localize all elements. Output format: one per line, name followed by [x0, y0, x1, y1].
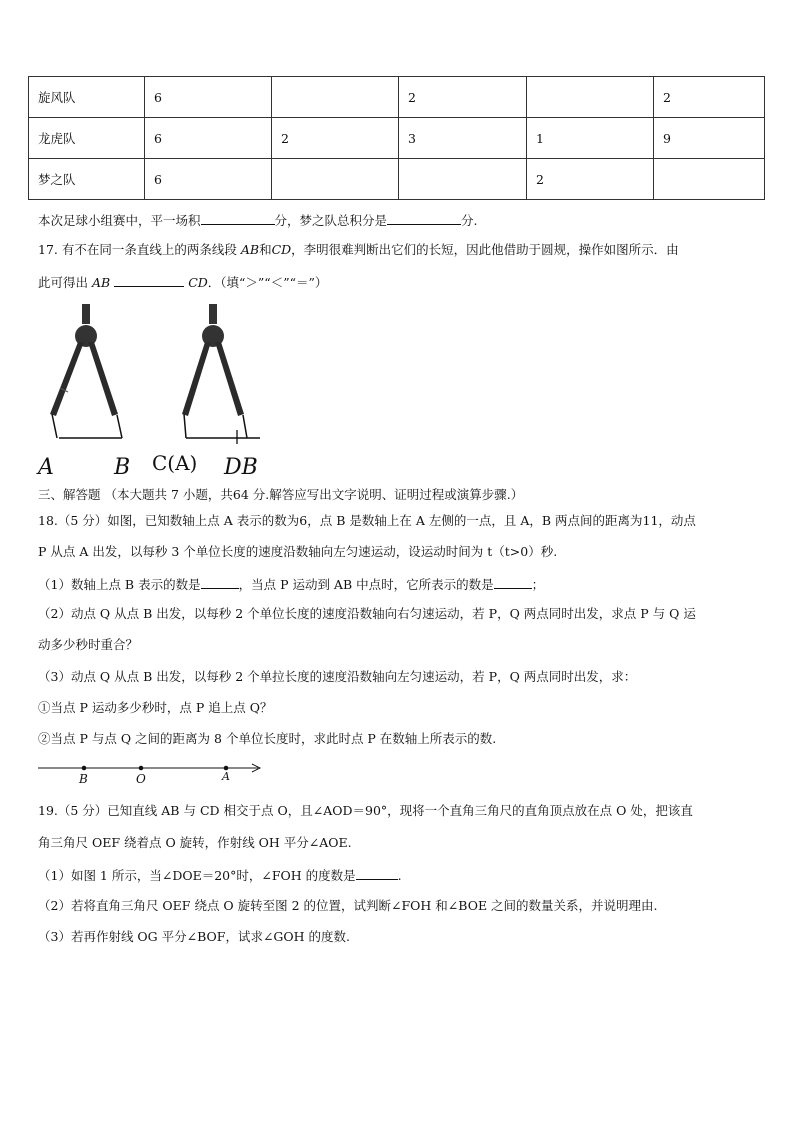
- point-o-dot: [139, 766, 144, 771]
- table-cell: [527, 77, 654, 118]
- q19-part1-text: （1）如图 1 所示，当∠DOE＝20°时，∠FOH 的度数是: [38, 868, 356, 883]
- q18-part1-text: （1）数轴上点 B 表示的数是: [38, 577, 201, 592]
- segment-ab-label: AB: [240, 242, 260, 257]
- q18-sub2: ②当点 P 与点 Q 之间的距离为 8 个单位长度时，求此时点 P 在数轴上所表示的数.: [38, 731, 497, 746]
- q18-line2: P 从点 A 出发，以每秒 3 个单位长度的速度沿数轴向左匀速运动，设运动时间为 t（t>0）秒.: [38, 544, 558, 559]
- table-cell: 2: [527, 159, 654, 200]
- table-cell: 旋风队: [29, 77, 145, 118]
- answer-blank[interactable]: [201, 575, 239, 589]
- q19-part1: [38, 866, 402, 884]
- q17-text-b: ，李明很难判断出它们的长短，因此他借助于圆规，操作如图所示．由: [291, 242, 679, 257]
- table-cell: 3: [399, 118, 527, 159]
- answer-blank[interactable]: [114, 273, 184, 287]
- compass-2: [182, 304, 260, 444]
- axis-label-a: A: [222, 770, 230, 783]
- q19-part3: （3）若再作射线 OG 平分∠BOF，试求∠GOH 的度数.: [38, 929, 351, 944]
- compass-figure: [30, 298, 290, 480]
- compass-1: [50, 304, 122, 438]
- q17-text: 17. 有不在同一条直线上的两条线段: [38, 242, 237, 257]
- q19-line1: 19.（5 分）已知直线 AB 与 CD 相交于点 O，且∠AOD＝90°，现将一个直角三角尺的直角顶点放在点 O 处，把该直: [38, 803, 693, 818]
- table-cell: [272, 159, 399, 200]
- table-cell: 6: [145, 159, 272, 200]
- q16-text-b: 分，梦之队总积分是: [274, 213, 388, 228]
- table-cell: 1: [527, 118, 654, 159]
- table-cell: 2: [654, 77, 765, 118]
- table-cell: 龙虎队: [29, 118, 145, 159]
- point-b-dot: [82, 766, 87, 771]
- q16-text-c: 分.: [461, 213, 478, 228]
- segment-cd-label: CD: [271, 242, 292, 257]
- table-cell: [654, 159, 765, 200]
- q19-line2: 角三角尺 OEF 绕着点 O 旋转，作射线 OH 平分∠AOE.: [38, 835, 352, 850]
- q18-sub1: ①当点 P 运动多少秒时，点 P 追上点 Q？: [38, 700, 273, 715]
- q19-part1-text-b: .: [397, 868, 402, 883]
- point-a-label: A: [38, 455, 54, 480]
- table-cell: 梦之队: [29, 159, 145, 200]
- table-cell: [399, 159, 527, 200]
- q19-part2: （2）若将直角三角尺 OEF 绕点 O 旋转至图 2 的位置，试判断∠FOH 和∠BOE 之间的数量关系，并说明理由.: [38, 898, 658, 913]
- score-table: [28, 76, 765, 200]
- q17-text-c: 此可得出: [38, 275, 89, 290]
- table-cell: 9: [654, 118, 765, 159]
- table-row: [29, 77, 765, 118]
- answer-blank[interactable]: [356, 866, 398, 880]
- axis-label-b: B: [79, 772, 88, 786]
- q16-text-a: 本次足球小组赛中，平一场积: [38, 213, 201, 228]
- answer-blank[interactable]: [494, 575, 532, 589]
- q16-fill-line: [38, 211, 478, 229]
- table-row: [29, 118, 765, 159]
- q18-part1-text-b: ，当点 P 运动到 AB 中点时，它所表示的数是: [238, 577, 494, 592]
- q18-part1-text-c: ；: [531, 577, 545, 592]
- point-b-label: B: [114, 455, 131, 480]
- table-row: [29, 159, 765, 200]
- q18-part3: （3）动点 Q 从点 B 出发，以每秒 2 个单拉长度的速度沿数轴向左匀速运动，若 P，Q 两点同时出发，求：: [38, 669, 637, 684]
- section-heading: 三、解答题 （本大题共 7 小题，共64 分.解答应写出文字说明、证明过程或演算步骤.）: [38, 487, 524, 502]
- q17-and: 和: [259, 242, 272, 257]
- axis-label-o: O: [136, 772, 146, 786]
- number-line: [36, 760, 266, 786]
- table-cell: 2: [399, 77, 527, 118]
- answer-blank[interactable]: [201, 211, 275, 225]
- q18-part1: [38, 575, 544, 593]
- q18-part2-line2: 动多少秒时重合？: [38, 637, 139, 652]
- q17-line1: [38, 242, 679, 258]
- answer-blank[interactable]: [387, 211, 461, 225]
- q18-part2-line1: （2）动点 Q 从点 B 出发，以每秒 2 个单位长度的速度沿数轴向右匀速运动，若 P，Q 两点同时出发，求点 P 与 Q 运: [38, 606, 696, 621]
- point-ca-label: C(A): [152, 451, 198, 475]
- q17-text-d: ．（填“＞”“＜”“＝”）: [207, 275, 328, 290]
- q18-line1: 18.（5 分）如图，已知数轴上点 A 表示的数为6，点 B 是数轴上在 A 左侧的一点，且 A，B 两点间的距离为11，动点: [38, 513, 696, 528]
- segment-cd-label: CD: [188, 275, 208, 290]
- segment-ab-label: AB: [92, 275, 111, 290]
- table-cell: 2: [272, 118, 399, 159]
- q17-line2: [38, 273, 327, 291]
- table-cell: 6: [145, 77, 272, 118]
- point-db-label: DB: [224, 455, 258, 480]
- table-cell: 6: [145, 118, 272, 159]
- table-cell: [272, 77, 399, 118]
